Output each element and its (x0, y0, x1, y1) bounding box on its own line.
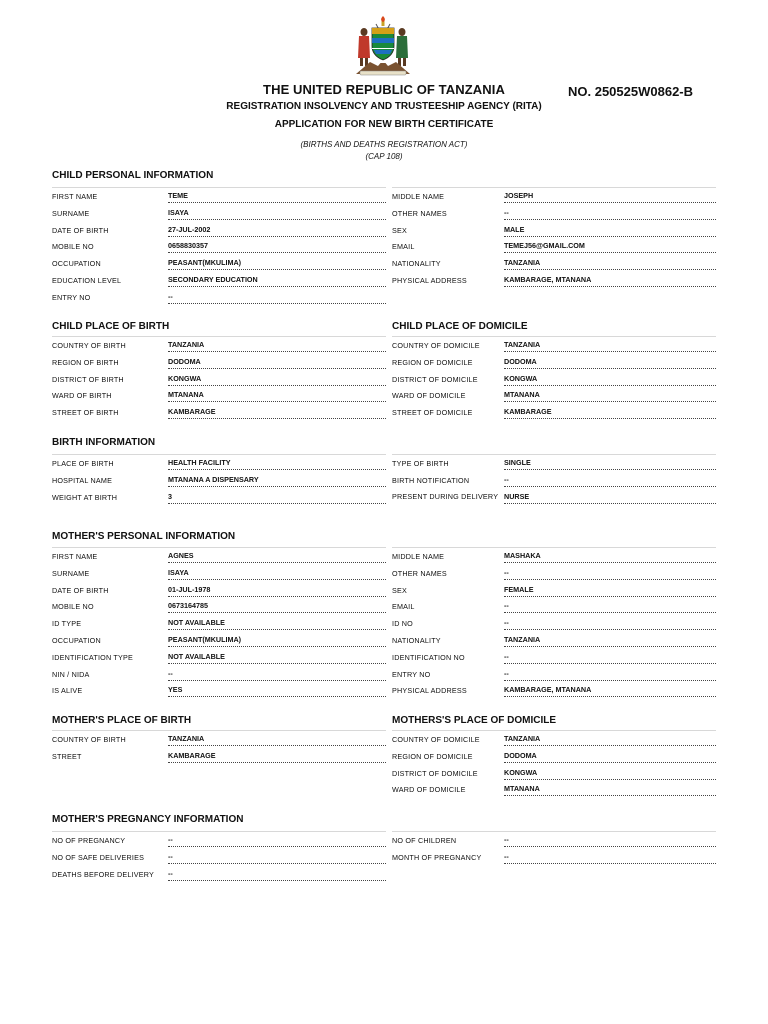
field-value: KAMBARAGE (504, 404, 716, 419)
document-title: THE UNITED REPUBLIC OF TANZANIA (263, 82, 505, 97)
field-value: NOT AVAILABLE (168, 649, 386, 664)
field-row (52, 632, 386, 649)
field-row (392, 371, 716, 388)
field-label: FIRST NAME (52, 552, 98, 561)
agency-name: REGISTRATION INSOLVENCY AND TRUSTEESHIP AGENCY (RITA) (226, 101, 542, 112)
mother-personal-section-title: MOTHER'S PERSONAL INFORMATION (52, 531, 236, 542)
field-label: ID TYPE (52, 619, 82, 629)
field-row (52, 455, 386, 472)
field-value: TANZANIA (504, 337, 716, 352)
field-label: NATIONALITY (392, 635, 441, 645)
field-label: FIRST NAME (52, 192, 98, 201)
mother-place-birth-section (52, 714, 386, 765)
field-label: NATIONALITY (392, 259, 441, 269)
field-value: FEMALE (504, 582, 716, 597)
field-row (52, 548, 386, 565)
field-label: DATE OF BIRTH (52, 585, 109, 595)
field-row (392, 455, 716, 472)
field-label: SEX (392, 585, 407, 595)
child-personal-left (52, 185, 386, 306)
field-value: -- (504, 472, 716, 487)
field-value: 01-JUL-1978 (168, 582, 386, 597)
field-value: SINGLE (504, 455, 716, 470)
field-row (52, 748, 386, 765)
field-row (52, 489, 386, 506)
field-value: -- (168, 866, 386, 881)
field-label: MOBILE NO (52, 602, 94, 612)
field-label: EMAIL (392, 602, 415, 612)
field-row (392, 849, 716, 866)
field-label: DEATHS BEFORE DELIVERY (52, 869, 154, 879)
field-value: 0658830357 (168, 238, 386, 253)
field-label: HOSPITAL NAME (52, 475, 113, 485)
field-row (52, 731, 386, 748)
child-personal-section-title: CHILD PERSONAL INFORMATION (52, 170, 214, 181)
field-row (392, 387, 716, 404)
child-place-birth-section (52, 320, 386, 421)
field-label: DISTRICT OF DOMICILE (392, 374, 478, 384)
mother-pregnancy-left (52, 829, 386, 882)
field-value: MASHAKA (504, 548, 716, 563)
field-row (392, 272, 716, 289)
field-value: TANZANIA (168, 731, 386, 746)
field-label: REGION OF DOMICILE (392, 357, 473, 367)
field-label: NO OF PREGNANCY (52, 836, 126, 845)
field-label: NO OF SAFE DELIVERIES (52, 852, 145, 862)
field-row (392, 238, 716, 255)
field-label: STREET (52, 751, 82, 761)
certificate-number: NO. 250525W0862-B (568, 84, 694, 99)
field-value: SECONDARY EDUCATION (168, 272, 386, 287)
field-value: MTANANA (168, 387, 386, 402)
field-label: COUNTRY OF DOMICILE (392, 735, 480, 744)
field-label: EMAIL (392, 242, 415, 252)
field-value: -- (504, 205, 716, 220)
field-label: PHYSICAL ADDRESS (392, 686, 467, 696)
field-value: NURSE (504, 489, 716, 504)
field-row (392, 489, 716, 513)
field-label: COUNTRY OF BIRTH (52, 735, 126, 744)
field-value: KAMBARAGE, MTANANA (504, 682, 716, 697)
field-label: ID NO (392, 619, 413, 629)
mother-place-domicile-title: MOTHERS'S PLACE OF DOMICILE (392, 715, 557, 726)
act-reference: (BIRTHS AND DEATHS REGISTRATION ACT) (300, 140, 468, 149)
field-label: DATE OF BIRTH (52, 225, 109, 235)
field-value: NOT AVAILABLE (168, 615, 386, 630)
field-row (52, 565, 386, 582)
field-value: -- (504, 649, 716, 664)
field-row (392, 748, 716, 765)
field-row (392, 666, 716, 683)
field-row (52, 866, 386, 883)
field-value: KONGWA (504, 371, 716, 386)
field-row (52, 238, 386, 255)
birth-info-left (52, 452, 386, 505)
field-value: TANZANIA (168, 337, 386, 352)
field-row (392, 731, 716, 748)
field-label: SEX (392, 225, 407, 235)
field-value: JOSEPH (504, 188, 716, 203)
field-row (52, 371, 386, 388)
field-row (392, 548, 716, 565)
field-label: WARD OF DOMICILE (392, 391, 466, 401)
field-label: COUNTRY OF DOMICILE (392, 341, 480, 350)
field-row (52, 472, 386, 489)
field-row (392, 682, 716, 699)
field-row (52, 849, 386, 866)
field-value: ISAYA (168, 205, 386, 220)
mother-place-domicile-section (392, 714, 716, 798)
field-value: ISAYA (168, 565, 386, 580)
field-row (52, 832, 386, 849)
field-label: OTHER NAMES (392, 208, 447, 218)
field-value: -- (504, 666, 716, 681)
field-row (392, 598, 716, 615)
field-value: PEASANT(MKULIMA) (168, 632, 386, 647)
field-label: STREET OF DOMICILE (392, 408, 473, 418)
field-value: -- (168, 289, 386, 304)
field-label: PLACE OF BIRTH (52, 459, 114, 468)
field-label: BIRTH NOTIFICATION (392, 475, 470, 485)
field-label: DISTRICT OF BIRTH (52, 374, 124, 384)
field-label: PHYSICAL ADDRESS (392, 275, 467, 285)
mother-personal-right (392, 545, 716, 699)
field-label: IS ALIVE (52, 686, 83, 696)
field-row (52, 682, 386, 699)
field-label: OCCUPATION (52, 259, 101, 269)
field-value: -- (504, 598, 716, 613)
field-value: MTANANA (504, 387, 716, 402)
field-value: TANZANIA (504, 632, 716, 647)
field-value: TANZANIA (504, 731, 716, 746)
field-row (52, 354, 386, 371)
field-label: MONTH OF PREGNANCY (392, 852, 482, 862)
field-label: REGION OF DOMICILE (392, 751, 473, 761)
field-label: STREET OF BIRTH (52, 408, 119, 418)
field-value: HEALTH FACILITY (168, 455, 386, 470)
mother-pregnancy-section-title: MOTHER'S PREGNANCY INFORMATION (52, 814, 244, 825)
birth-info-right (392, 452, 716, 513)
field-value: -- (504, 615, 716, 630)
application-title: APPLICATION FOR NEW BIRTH CERTIFICATE (274, 119, 494, 130)
field-row (52, 404, 386, 421)
field-value: TEME (168, 188, 386, 203)
field-value: DODOMA (504, 748, 716, 763)
field-label: EDUCATION LEVEL (52, 275, 122, 285)
field-label: WARD OF DOMICILE (392, 785, 466, 795)
field-row (392, 832, 716, 849)
field-value: YES (168, 682, 386, 697)
field-row (392, 205, 716, 222)
field-value: -- (504, 565, 716, 580)
field-row (52, 272, 386, 289)
field-value: KONGWA (168, 371, 386, 386)
mother-place-birth-title: MOTHER'S PLACE OF BIRTH (52, 715, 192, 726)
mother-pregnancy-right (392, 829, 716, 866)
field-label: MIDDLE NAME (392, 552, 445, 561)
field-value: KAMBARAGE, MTANANA (504, 272, 716, 287)
field-value: -- (504, 849, 716, 864)
field-value: -- (168, 666, 386, 681)
field-row (392, 632, 716, 649)
field-row (52, 222, 386, 239)
field-row (52, 387, 386, 404)
field-value: KONGWA (504, 765, 716, 780)
field-row (392, 222, 716, 239)
field-label: WEIGHT AT BIRTH (52, 492, 118, 502)
child-place-domicile-title: CHILD PLACE OF DOMICILE (392, 321, 528, 332)
birth-info-section-title: BIRTH INFORMATION (52, 437, 156, 448)
field-row (52, 666, 386, 683)
field-row (392, 781, 716, 798)
field-row (392, 255, 716, 272)
field-label: IDENTIFICATION NO (392, 652, 465, 662)
field-label: IDENTIFICATION TYPE (52, 652, 134, 662)
child-place-domicile-section (392, 320, 716, 421)
field-value: TEMEJ56@GMAIL.COM (504, 238, 716, 253)
field-value: MTANANA A DISPENSARY (168, 472, 386, 487)
field-value: DODOMA (504, 354, 716, 369)
field-value: KAMBARAGE (168, 404, 386, 419)
field-value: -- (168, 849, 386, 864)
field-row (392, 765, 716, 782)
field-value: 0673164785 (168, 598, 386, 613)
field-label: NIN / NIDA (52, 669, 90, 679)
mother-personal-left (52, 545, 386, 699)
field-label: NO OF CHILDREN (392, 836, 457, 845)
field-label: SURNAME (52, 208, 90, 218)
field-row (392, 615, 716, 632)
field-row (392, 472, 716, 489)
field-value: TANZANIA (504, 255, 716, 270)
field-label: WARD OF BIRTH (52, 391, 112, 401)
field-row (52, 337, 386, 354)
child-personal-right (392, 185, 716, 289)
field-label: MOBILE NO (52, 242, 94, 252)
field-row (392, 649, 716, 666)
field-row (392, 565, 716, 582)
field-row (52, 615, 386, 632)
field-label: DISTRICT OF DOMICILE (392, 768, 478, 778)
field-row (392, 582, 716, 599)
field-label: MIDDLE NAME (392, 192, 445, 201)
child-place-birth-title: CHILD PLACE OF BIRTH (52, 321, 170, 332)
field-label: PRESENT DURING DELIVERY (392, 491, 499, 501)
field-value: MTANANA (504, 781, 716, 796)
field-value: MALE (504, 222, 716, 237)
field-value: 27-JUL-2002 (168, 222, 386, 237)
field-value: -- (504, 832, 716, 847)
field-label: REGION OF BIRTH (52, 357, 119, 367)
field-row (392, 404, 716, 421)
field-label: TYPE OF BIRTH (392, 459, 449, 468)
field-label: ENTRY NO (52, 292, 91, 302)
field-value: -- (168, 832, 386, 847)
field-value: AGNES (168, 548, 386, 563)
field-row (392, 354, 716, 371)
field-row (52, 649, 386, 666)
field-label: COUNTRY OF BIRTH (52, 341, 126, 350)
field-label: ENTRY NO (392, 669, 431, 679)
field-label: SURNAME (52, 568, 90, 578)
cap-reference: (CAP 108) (365, 152, 403, 161)
field-row (392, 188, 716, 205)
field-row (52, 582, 386, 599)
field-row (52, 255, 386, 272)
field-value: KAMBARAGE (168, 748, 386, 763)
field-row (52, 598, 386, 615)
field-label: OCCUPATION (52, 635, 101, 645)
field-row (52, 205, 386, 222)
field-value: PEASANT(MKULIMA) (168, 255, 386, 270)
field-row (52, 289, 386, 306)
field-label: OTHER NAMES (392, 568, 447, 578)
field-row (392, 337, 716, 354)
field-row (52, 188, 386, 205)
field-value: 3 (168, 489, 386, 504)
coat-of-arms-emblem (352, 16, 414, 76)
field-value: DODOMA (168, 354, 386, 369)
